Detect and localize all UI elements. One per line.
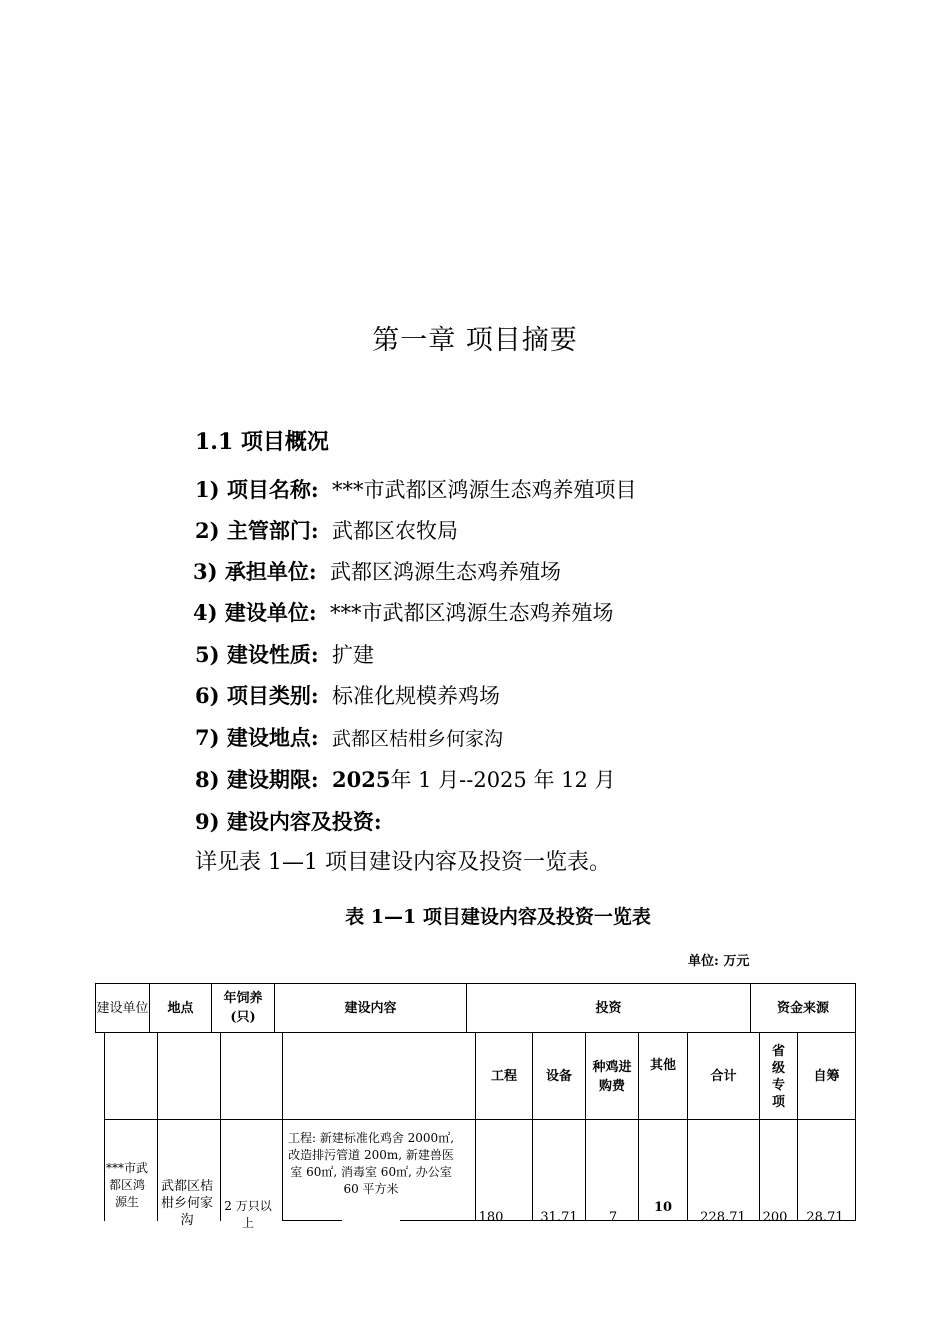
row-unit: ***市武都区鸿源生 [105,1161,148,1209]
header-investment: 投资 [595,1000,622,1016]
item-label: 9) 建设内容及投资: [195,809,382,834]
item-project-name [195,474,636,504]
item-value: 武都区鸿源生态鸡养殖场 [329,560,561,584]
item-value: ***市武都区鸿源生态鸡养殖项目 [331,478,637,502]
header-location: 地点 [167,1000,194,1016]
detail-text: 详见表 1—1 项目建设内容及投资一览表。 [195,850,611,875]
item-label: 6) 项目类别: [195,683,319,708]
item-location [195,722,503,752]
item-value: 武都区桔柑乡何家沟 [331,728,503,750]
table-unit: 单位: 万元 [688,954,750,969]
chapter-title: 第一章 项目摘要 [372,325,578,356]
item-content-investment [195,806,382,836]
row-content: 工程: 新建标准化鸡舍 2000㎡, 改造排污管道 200m, 新建兽医室 60㎡, 消毒室 60㎡, 办公室 60 平方米 [287,1131,455,1196]
divider [282,1033,283,1221]
item-label: 7) 建设地点: [195,725,319,750]
subheader-chick-purchase: 种鸡进购费 [592,1059,632,1094]
subheader-provincial-text: 省级专项 [771,1043,785,1110]
item-value-year: 2025 [331,767,391,792]
subheader-engineering: 工程 [490,1069,517,1084]
header-funding: 资金来源 [776,1000,829,1016]
row-equipment: 31.71 [540,1210,578,1225]
table-caption: 表 1—1 项目建设内容及投资一览表 [345,906,651,928]
item-label: 5) 建设性质: [195,642,319,667]
row-provincial: 200 [762,1210,788,1225]
section-title: 1.1 项目概况 [195,429,329,455]
item-label: 2) 主管部门: [195,518,319,543]
subheader-self-raised: 自筹 [813,1069,840,1084]
item-undertaker [193,556,561,586]
divider [855,1033,856,1221]
item-value: 扩建 [331,643,374,667]
divider [220,1033,221,1221]
item-label: 4) 建设单位: [193,600,317,625]
item-builder [193,597,613,627]
row-capacity: 2 万只以上 [224,1199,272,1230]
row-other: 10 [653,1200,673,1215]
divider [475,1220,856,1221]
item-value: ***市武都区鸿源生态鸡养殖场 [329,601,614,625]
row-engineering: 180 [478,1210,504,1225]
row-self-raised: 28.71 [806,1210,844,1225]
item-label: 8) 建设期限: [195,767,319,792]
item-value: 年 1 月--2025 年 12 月 [390,768,616,792]
subheader-other: 其他 [649,1057,676,1073]
row-chick-purchase: 7 [608,1210,618,1225]
subheader-provincial [760,1034,797,1119]
item-department [195,515,458,545]
header-unit: 建设单位 [96,1000,149,1016]
item-label: 1) 项目名称: [195,477,319,502]
header-content: 建设内容 [344,1000,397,1016]
row-total: 228.71 [700,1210,746,1225]
divider [157,1033,158,1221]
item-period [195,764,616,794]
item-label: 3) 承担单位: [193,559,317,584]
item-category [195,680,500,710]
item-value: 武都区农牧局 [331,519,458,543]
header-capacity: 年饲养(只) [223,991,263,1025]
item-value: 标准化规模养鸡场 [331,684,500,708]
row-location: 武都区桔柑乡何家沟 [160,1179,213,1228]
subheader-total: 合计 [710,1069,737,1084]
item-nature [195,639,374,669]
divider [104,1119,856,1120]
subheader-equipment: 设备 [545,1069,572,1084]
